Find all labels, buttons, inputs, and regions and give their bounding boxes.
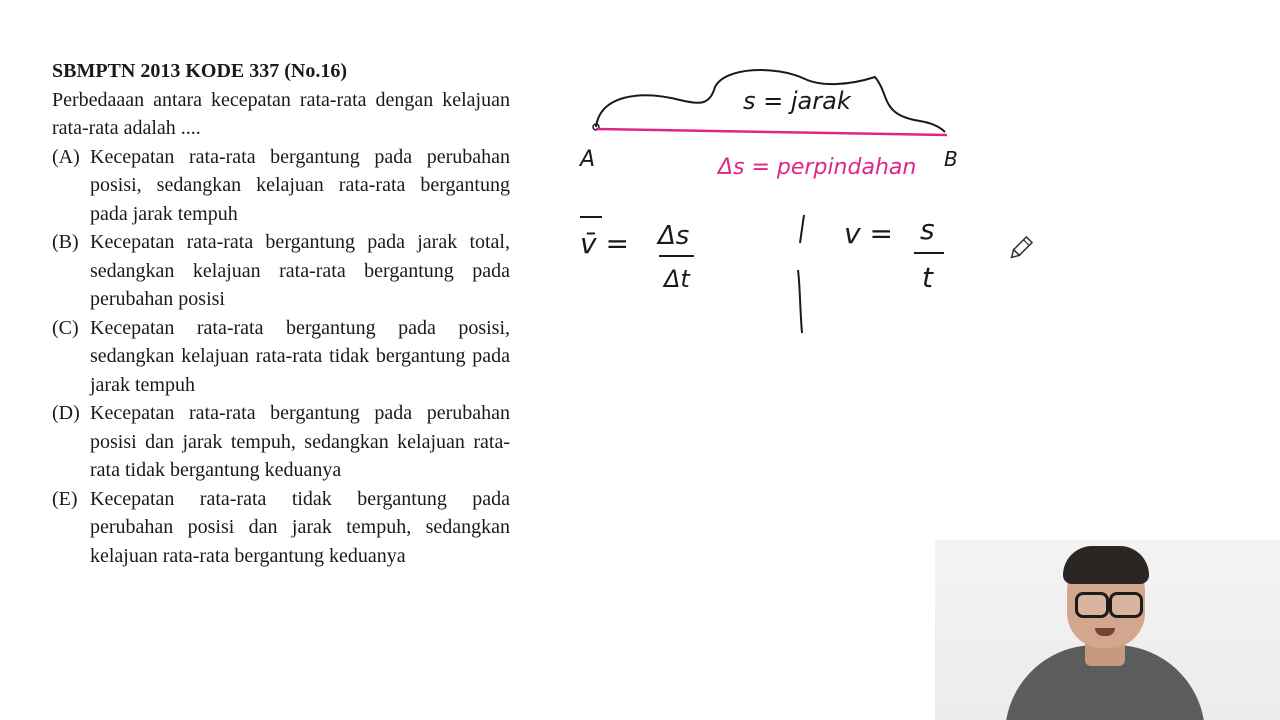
displacement-label: Δs = perpindahan — [718, 155, 917, 180]
option-text: Kecepatan rata-rata bergantung pada perubahan posisi dan jarak tempuh, sedangkan kelajuan rata-rata tidak bergantung keduanya — [90, 402, 510, 481]
question-panel — [52, 57, 510, 570]
point-a-label: A — [580, 147, 596, 172]
option-b — [52, 228, 510, 314]
velocity-numerator: Δs — [658, 221, 690, 251]
option-text: Kecepatan rata-rata bergantung pada posisi, sedangkan kelajuan rata-rata tidak bergantung pada jarak tempuh — [90, 316, 510, 396]
option-text: Kecepatan rata-rata bergantung pada jarak total, sedangkan kelajuan rata-rata bergantung pada perubahan posisi — [90, 231, 510, 310]
pencil-cursor-icon — [1005, 234, 1035, 264]
question-title: SBMPTN 2013 KODE 337 (No.16) — [52, 60, 347, 82]
option-e — [52, 485, 510, 571]
option-letter: (A) — [52, 145, 80, 168]
option-a — [52, 143, 510, 229]
option-d — [52, 399, 510, 485]
separator-line — [798, 215, 804, 333]
distance-label: s = jarak — [743, 87, 851, 115]
option-c — [52, 314, 510, 400]
option-text: Kecepatan rata-rata tidak bergantung pada perubahan posisi dan jarak tempuh, sedangkan kelajuan rata-rata bergantung keduanya — [90, 487, 510, 567]
whiteboard-annotations — [560, 55, 1080, 355]
option-letter: (E) — [52, 487, 78, 510]
question-stem: Perbedaaan antara kecepatan rata-rata dengan kelajuan rata-rata adalah .... — [52, 88, 510, 139]
option-letter: (B) — [52, 231, 79, 253]
speed-lhs: v = — [844, 217, 893, 250]
presenter-webcam — [935, 540, 1280, 720]
glasses-right — [1109, 592, 1143, 618]
option-letter: (C) — [52, 316, 79, 339]
displacement-line — [596, 129, 947, 135]
glasses-left — [1075, 592, 1109, 618]
point-b-label: B — [944, 147, 958, 171]
velocity-denominator: Δt — [664, 265, 690, 293]
speed-denominator: t — [922, 261, 933, 294]
option-text: Kecepatan rata-rata bergantung pada perubahan posisi, sedangkan kelajuan rata-rata bergantung pada jarak tempuh — [90, 145, 510, 225]
presenter-hair — [1063, 546, 1149, 584]
speed-numerator: s — [920, 213, 935, 246]
velocity-lhs: v̄ = — [580, 227, 629, 260]
option-letter: (D) — [52, 402, 80, 424]
